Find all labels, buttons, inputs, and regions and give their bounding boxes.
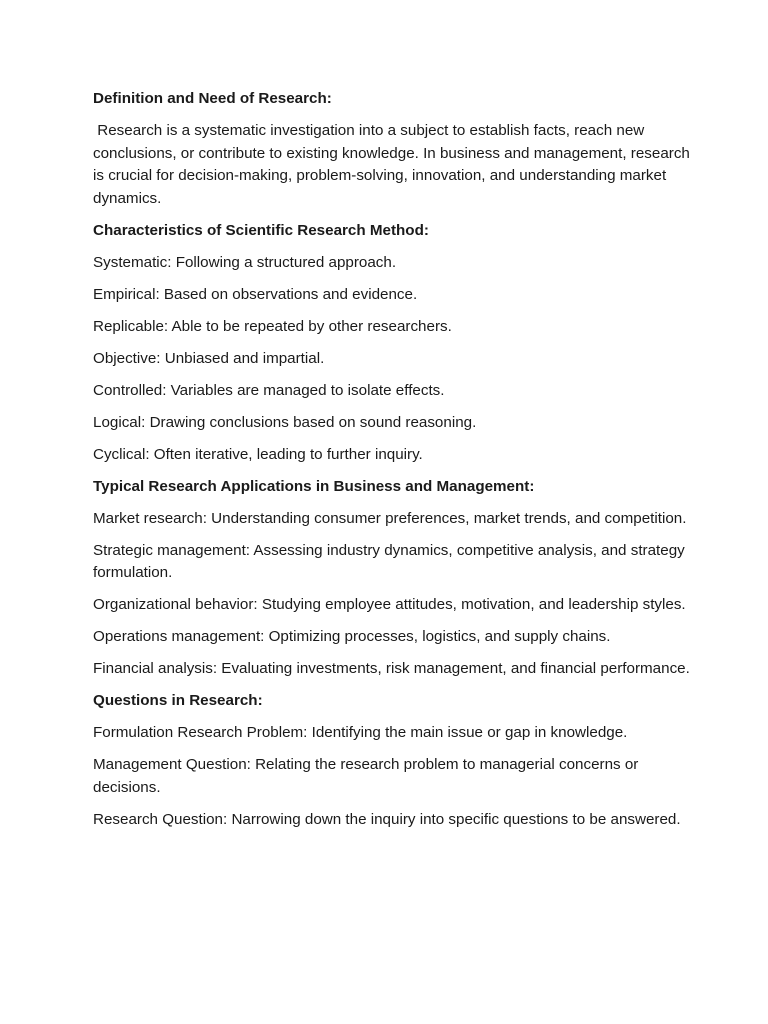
application-operations-management: Operations management: Optimizing processes, logistics, and supply chains. bbox=[93, 628, 611, 645]
characteristic-replicable: Replicable: Able to be repeated by other researchers. bbox=[93, 317, 452, 335]
section-heading-characteristics: Characteristics of Scientific Research Method: bbox=[93, 221, 429, 239]
definition-paragraph: Research is a systematic investigation into a subject to establish facts, reach new conclusions, or contribute to existing knowledge. In business and management, research is crucial for decision-making, problem-solving, innovation, and understanding market dynamics. bbox=[93, 122, 695, 207]
question-research: Research Question: Narrowing down the inquiry into specific questions to be answered. bbox=[93, 810, 681, 828]
document-body bbox=[93, 88, 693, 841]
section-heading-definition: Definition and Need of Research: bbox=[93, 90, 332, 107]
application-organizational-behavior: Organizational behavior: Studying employee attitudes, motivation, and leadership styles. bbox=[93, 596, 686, 613]
characteristic-objective: Objective: Unbiased and impartial. bbox=[93, 349, 325, 367]
characteristic-logical: Logical: Drawing conclusions based on sound reasoning. bbox=[93, 413, 477, 431]
application-strategic-management: Strategic management: Assessing industry dynamics, competitive analysis, and strategy formulation. bbox=[93, 541, 685, 581]
application-financial-analysis: Financial analysis: Evaluating investments, risk management, and financial performance. bbox=[93, 660, 690, 677]
question-management: Management Question: Relating the research problem to managerial concerns or decisions. bbox=[93, 756, 639, 796]
question-formulation: Formulation Research Problem: Identifying the main issue or gap in knowledge. bbox=[93, 724, 628, 741]
characteristic-empirical: Empirical: Based on observations and evidence. bbox=[93, 285, 418, 303]
section-heading-questions: Questions in Research: bbox=[93, 692, 263, 709]
application-market-research: Market research: Understanding consumer preferences, market trends, and competition. bbox=[93, 509, 687, 527]
characteristic-cyclical: Cyclical: Often iterative, leading to further inquiry. bbox=[93, 445, 423, 463]
section-heading-applications: Typical Research Applications in Business and Management: bbox=[93, 477, 535, 495]
characteristic-controlled: Controlled: Variables are managed to isolate effects. bbox=[93, 381, 445, 399]
characteristic-systematic: Systematic: Following a structured approach. bbox=[93, 253, 397, 271]
